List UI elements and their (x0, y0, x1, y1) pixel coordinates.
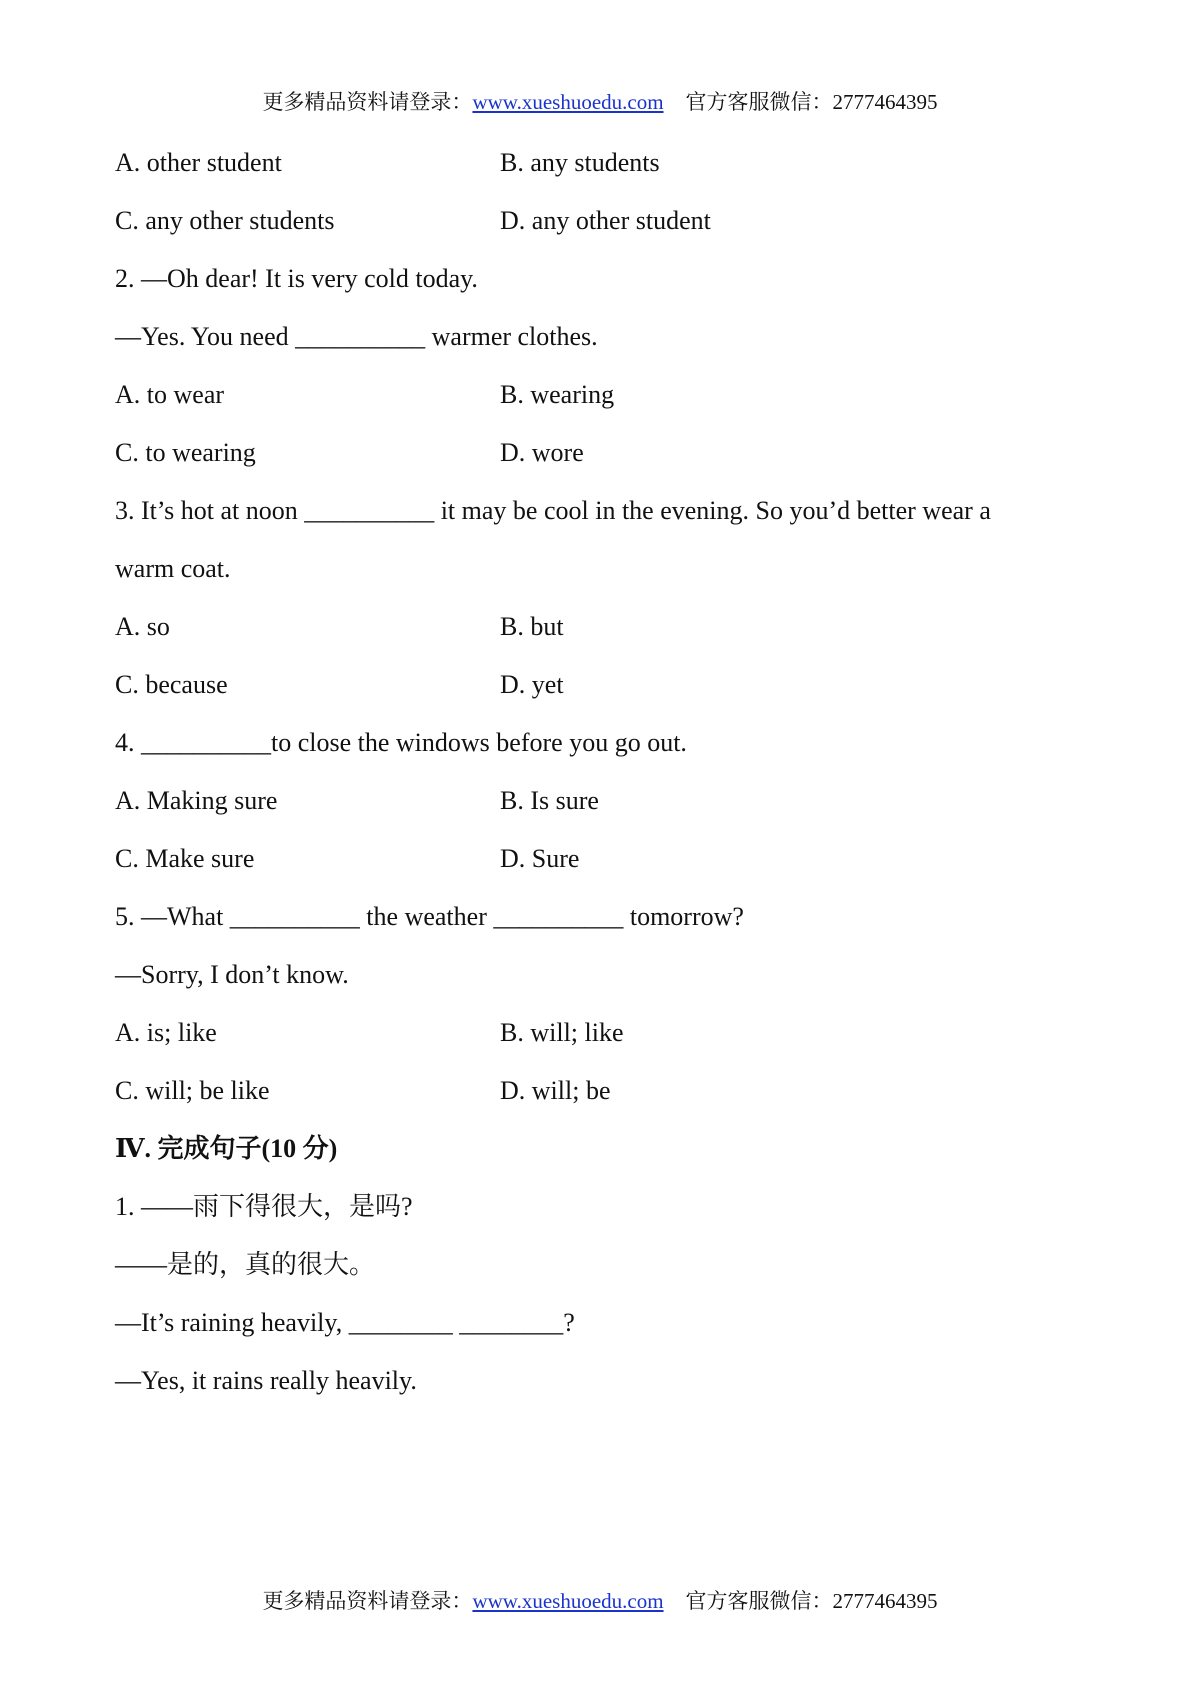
s4-item1-cn2: ——是的，真的很大。 (115, 1250, 376, 1279)
q5-line2: —Sorry, I don’t know. (115, 960, 349, 989)
q1-option-c: C. any other students (115, 206, 335, 235)
s4-item1-en2: —Yes, it rains really heavily. (115, 1366, 417, 1395)
q3-line2: warm coat. (115, 554, 231, 583)
header-link[interactable]: www.xueshuoedu.com (472, 90, 664, 114)
q4-option-b: B. Is sure (500, 786, 599, 815)
header-service: 官方客服微信：2777464395 (685, 90, 938, 114)
q1-option-b: B. any students (500, 148, 660, 177)
header-prefix: 更多精品资料请登录： (262, 90, 473, 114)
q4-line1: 4. __________to close the windows before you go out. (115, 728, 687, 757)
q5-option-c: C. will; be like (115, 1076, 270, 1105)
footer-prefix: 更多精品资料请登录： (262, 1589, 473, 1613)
q2-line1: 2. —Oh dear! It is very cold today. (115, 264, 478, 293)
footer-service: 官方客服微信：2777464395 (685, 1589, 938, 1613)
q2-option-d: D. wore (500, 438, 584, 467)
q2-option-a: A. to wear (115, 380, 225, 409)
q3-option-b: B. but (500, 612, 564, 641)
footer-link[interactable]: www.xueshuoedu.com (472, 1589, 664, 1613)
page-footer (0, 1585, 1200, 1615)
q5-option-a: A. is; like (115, 1018, 217, 1047)
q4-option-a: A. Making sure (115, 786, 278, 815)
q4-option-c: C. Make sure (115, 844, 255, 873)
page-header (0, 86, 1200, 116)
q5-option-d: D. will; be (500, 1076, 611, 1105)
s4-item1-cn1: 1. ——雨下得很大，是吗? (115, 1192, 413, 1221)
q5-line1: 5. —What __________ the weather __________ tomorrow? (115, 902, 744, 931)
q4-option-d: D. Sure (500, 844, 580, 873)
q3-line1: 3. It’s hot at noon __________ it may be cool in the evening. So you’d better wear a (115, 496, 991, 525)
q2-line2: —Yes. You need __________ warmer clothes. (115, 322, 598, 351)
q2-option-c: C. to wearing (115, 438, 256, 467)
q5-option-b: B. will; like (500, 1018, 624, 1047)
s4-item1-en1: —It’s raining heavily, ________ ________? (115, 1308, 575, 1337)
q2-option-b: B. wearing (500, 380, 615, 409)
q3-option-c: C. because (115, 670, 228, 699)
q3-option-d: D. yet (500, 670, 564, 699)
section-heading: Ⅳ. 完成句子(10 分) (115, 1134, 338, 1163)
q1-option-d: D. any other student (500, 206, 711, 235)
q1-option-a: A. other student (115, 148, 282, 177)
q3-option-a: A. so (115, 612, 170, 641)
